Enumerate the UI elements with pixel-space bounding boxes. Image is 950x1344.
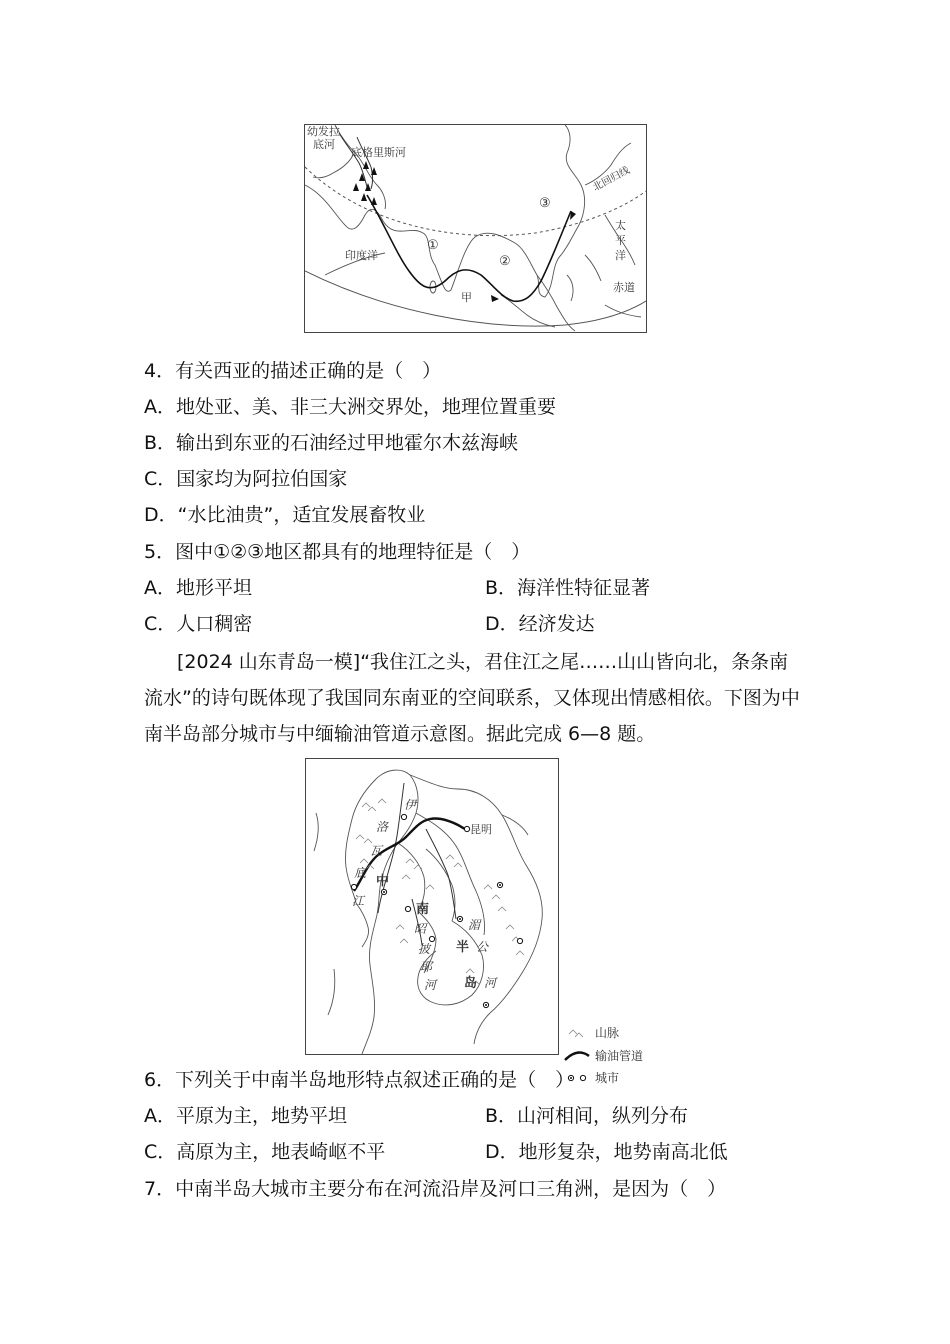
q5-option-a[interactable]: A．地形平坦 [144, 577, 252, 599]
q4-option-c[interactable]: C．国家均为阿拉伯国家 [144, 468, 348, 490]
label-ban: 半 [456, 940, 470, 955]
q4-stem: 4．有关西亚的描述正确的是（ ） [144, 360, 442, 382]
q6-option-c[interactable]: C．高原为主，地表崎岖不平 [144, 1141, 386, 1163]
legend-mountain-icon [569, 1030, 583, 1037]
q5-option-c[interactable]: C．人口稠密 [144, 613, 253, 635]
q5-stem: 5．图中①②③地区都具有的地理特征是（ ） [144, 541, 531, 563]
q6-option-a[interactable]: A．平原为主，地势平坦 [144, 1105, 347, 1127]
label-kunming: 昆明 [470, 823, 492, 836]
equator-line [305, 271, 646, 326]
label-jia: 甲 [461, 291, 472, 304]
label-dao: 岛 [464, 976, 478, 991]
intro-line-2: 流水”的诗句既体现了我国同东南亚的空间联系，又体现出情感相依。下图为中 [144, 687, 800, 709]
legend-city-label: 城市 [595, 1071, 620, 1085]
label-pacific-2: 平 [615, 234, 626, 247]
legend-pipeline-icon [565, 1053, 589, 1060]
oil-well-icons [353, 161, 377, 205]
indochina-map [305, 758, 559, 1055]
label-yi: 伊 [404, 798, 417, 812]
q6-stem: 6．下列关于中南半岛地形特点叙述正确的是（ ） [144, 1069, 575, 1091]
label-luo: 洛 [376, 820, 389, 834]
map2-legend [563, 1022, 663, 1090]
q4-option-d[interactable]: D．“水比油贵”，适宜发展畜牧业 [144, 504, 426, 526]
indochina-map-svg [306, 759, 558, 1054]
label-wa: 瓦 [370, 844, 383, 858]
label-euphrates-1: 幼发拉 [307, 125, 340, 138]
oil-route-map-svg [305, 125, 646, 332]
intro-line-1: [2024 山东青岛一模]“我住江之头，君住江之尾……山山皆向北，条条南 [177, 651, 789, 673]
label-jiang: 江 [352, 894, 365, 908]
label-pacific-1: 太 [615, 219, 626, 232]
label-he2: 河 [484, 976, 497, 990]
label-region-3: ③ [539, 196, 551, 211]
label-zhao: 昭 [414, 922, 427, 936]
label-gong: 公 [476, 940, 489, 954]
q4-option-a[interactable]: A．地处亚、美、非三大洲交界处，地理位置重要 [144, 396, 556, 418]
label-pi: 披 [418, 942, 431, 956]
label-equator: 赤道 [613, 281, 635, 294]
label-region-2: ② [499, 254, 511, 269]
mekong-river [426, 829, 456, 919]
oil-route-arrowhead [570, 211, 576, 220]
tropic-of-cancer-line [305, 167, 646, 236]
legend-mountain-label: 山脉 [595, 1026, 620, 1040]
label-mei: 湄 [468, 918, 481, 932]
q4-option-b[interactable]: B．输出到东亚的石油经过甲地霍尔木兹海峡 [144, 432, 519, 454]
label-indian-ocean: 印度洋 [345, 249, 378, 262]
oil-route-map [304, 124, 647, 333]
label-ye: 耶 [420, 960, 433, 974]
label-he: 河 [424, 978, 437, 992]
oil-route-mid-arrow [491, 295, 499, 302]
q6-option-d[interactable]: D．地形复杂，地势南高北低 [485, 1141, 728, 1163]
legend-pipeline-label: 输油管道 [595, 1049, 644, 1063]
label-di: 底 [354, 866, 367, 880]
label-tropic: 北回归线 [591, 165, 632, 194]
label-tigris: 底格里斯河 [351, 146, 406, 159]
label-zhong: 中 [376, 874, 390, 889]
q7-stem: 7．中南半岛大城市主要分布在河流沿岸及河口三角洲，是因为（ ） [144, 1178, 727, 1200]
label-region-1: ① [427, 238, 439, 253]
label-pacific-3: 洋 [615, 249, 626, 262]
label-nan: 南 [416, 902, 430, 917]
intro-line-3: 南半岛部分城市与中缅输油管道示意图。据此完成 6—8 题。 [144, 723, 656, 745]
q5-option-d[interactable]: D．经济发达 [485, 613, 595, 635]
label-euphrates-2: 底河 [313, 138, 335, 151]
q6-option-b[interactable]: B．山河相间，纵列分布 [485, 1105, 689, 1127]
legend-svg [563, 1022, 663, 1086]
q5-option-b[interactable]: B．海洋性特征显著 [485, 577, 651, 599]
